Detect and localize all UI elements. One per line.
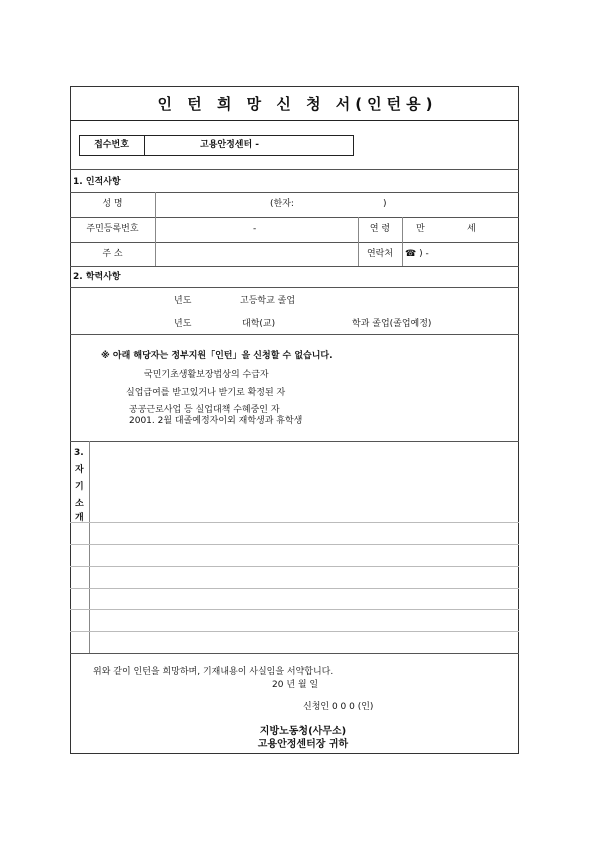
intro-col-line <box>89 441 90 653</box>
intro-line <box>70 609 519 610</box>
row-line <box>70 217 519 218</box>
hanja-label: (한자: <box>270 199 294 209</box>
name-label: 성 명 <box>102 199 123 209</box>
row-line <box>70 192 519 193</box>
edu-row2-major: 학과 졸업(졸업예정) <box>352 319 432 329</box>
row-line <box>70 287 519 288</box>
age-prefix: 만 <box>416 224 425 234</box>
notice-item: 2001. 2월 대졸예정자이외 재학생과 휴학생 <box>129 416 303 426</box>
notice-item: 공공근로사업 등 실업대책 수혜중인 자 <box>129 405 280 415</box>
intro-line <box>70 522 519 523</box>
notice-item: 실업급여를 받고있거나 받기로 확정된 자 <box>126 388 286 398</box>
form-title: 인 턴 희 망 신 청 서(인턴용) <box>157 95 438 113</box>
col-line <box>402 217 403 266</box>
section3-heading-char: 3. <box>74 448 84 458</box>
intro-line <box>70 544 519 545</box>
contact-phone: ☎ ) - <box>405 249 429 259</box>
notice-item: 국민기초생활보장법상의 수급자 <box>144 370 269 380</box>
intro-line <box>70 588 519 589</box>
rrn-dash: - <box>253 224 257 234</box>
col-line <box>358 217 359 266</box>
title-divider <box>70 120 519 121</box>
contact-label: 연락처 <box>366 249 394 259</box>
notice-heading: ※ 아래 해당자는 정부지원「인턴」을 신청할 수 없습니다. <box>101 351 333 361</box>
declaration-statement: 위와 같이 인턴을 희망하며, 기재내용이 사실임을 서약합니다. <box>93 667 334 677</box>
section-divider <box>70 441 519 442</box>
section-divider <box>70 266 519 267</box>
recipient-line2: 고용안정센터장 귀하 <box>257 739 349 750</box>
age-label: 연 령 <box>369 224 391 234</box>
edu-row2-year: 년도 <box>174 319 192 329</box>
section3-heading-char: 자 <box>75 465 84 475</box>
receipt-value[interactable]: 고용안정센터 - <box>200 140 260 150</box>
section1-heading: 1. 인적사항 <box>73 177 121 187</box>
section-divider <box>70 653 519 654</box>
section3-heading-char: 개 <box>75 513 84 523</box>
edu-row1-school: 고등학교 졸업 <box>240 296 296 306</box>
declaration-date: 20 년 월 일 <box>272 680 319 690</box>
section2-heading: 2. 학력사항 <box>73 272 121 282</box>
recipient-line1: 지방노동청(사무소) <box>259 726 347 737</box>
intro-line <box>70 631 519 632</box>
declaration-applicant: 신청인 0 0 0 (인) <box>303 702 374 712</box>
intro-line <box>70 566 519 567</box>
receipt-divider <box>144 135 145 156</box>
row-line <box>70 242 519 243</box>
edu-row2-school: 대학(교) <box>242 319 276 329</box>
section-divider <box>70 169 519 170</box>
receipt-label: 접수번호 <box>94 140 129 150</box>
rrn-label: 주민등록번호 <box>86 224 139 234</box>
hanja-close: ) <box>383 199 387 209</box>
section-divider <box>70 334 519 335</box>
section3-heading-char: 기 <box>75 482 84 492</box>
address-label: 주 소 <box>102 249 123 259</box>
age-suffix: 세 <box>467 224 476 234</box>
col-line <box>155 192 156 266</box>
edu-row1-year: 년도 <box>174 296 192 306</box>
section3-heading-char: 소 <box>75 499 84 509</box>
